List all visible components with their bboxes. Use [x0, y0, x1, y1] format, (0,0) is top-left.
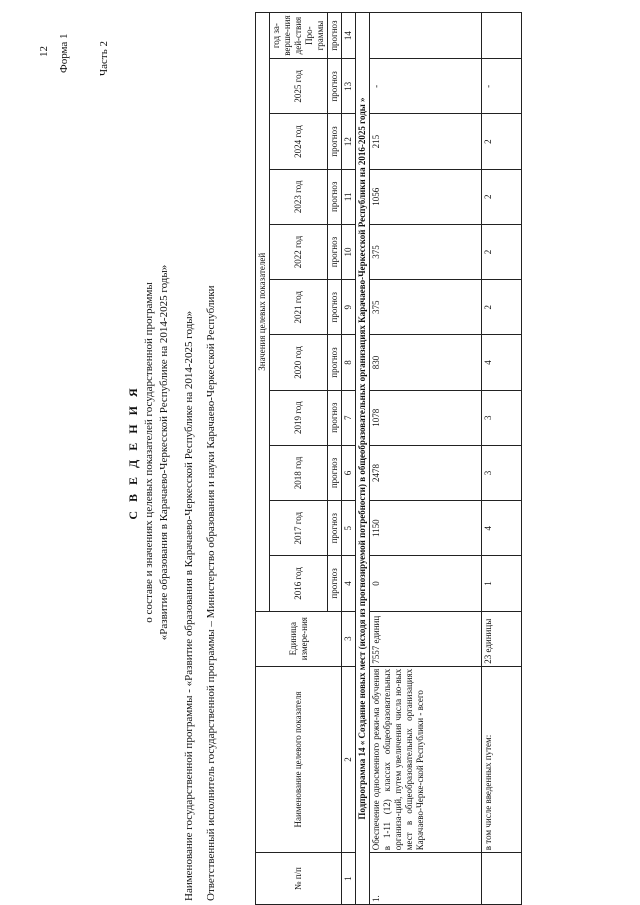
col-unit-header: Единица измере-ния — [256, 611, 342, 666]
indicator-unit: 23 единицы — [482, 611, 522, 666]
value-cell: 215 — [370, 114, 482, 169]
value-cell: 2 — [482, 280, 522, 335]
value-cell: 1078 — [370, 390, 482, 445]
value-cell: 0 — [370, 556, 482, 611]
value-cell: 2478 — [370, 445, 482, 500]
value-cell: 2 — [482, 114, 522, 169]
year-header: 2020 год — [270, 335, 328, 390]
value-cell: 830 — [370, 335, 482, 390]
forecast-label: прогноз — [328, 59, 342, 114]
indicator-name: в том числе введенных путем: — [482, 666, 522, 852]
final-year-header: год за-верше-ния дей-ствия Про-граммы — [270, 13, 328, 59]
indicator-unit: 7557 единиц — [370, 611, 482, 666]
year-header: 2022 год — [270, 224, 328, 279]
executor-line: Ответственный исполнитель государственной программы – Министерство образования и науки Карачаево-Черкесской Республики — [205, 285, 217, 901]
document-subtitle-1: о составе и значениях целевых показателей государственной программы — [143, 282, 155, 623]
col-name-header: Наименование целевого показателя — [256, 666, 342, 852]
column-number: 1 — [342, 853, 356, 905]
column-numbers-row — [342, 13, 356, 905]
part-label: Часть 2 — [98, 41, 110, 76]
year-header: 2016 год — [270, 556, 328, 611]
forecast-label: прогноз — [328, 280, 342, 335]
value-cell: 1056 — [370, 169, 482, 224]
indicator-name: Обеспечение односменного режи-ма обучения в 1-11 (12) классах общеобразовательных организа-ций, путем увеличения числа но-вых мест в общеобразовательных организациях Карачаево-Черке-ской Республики - всего — [370, 666, 482, 852]
indicators-table — [255, 12, 522, 905]
page-number: 12 — [38, 46, 50, 57]
value-cell: 2 — [482, 224, 522, 279]
value-cell — [370, 13, 482, 59]
column-number: 4 — [342, 556, 356, 611]
row-number — [482, 853, 522, 905]
column-number: 2 — [342, 666, 356, 852]
document-subtitle-2: «Развитие образования в Карачаево-Черкесской Республике на 2014-2025 годы» — [158, 264, 170, 641]
subprogram-row — [356, 13, 370, 905]
forecast-label: прогноз — [328, 224, 342, 279]
year-header: 2025 год — [270, 59, 328, 114]
program-name-line: Наименование государственной программы - «Развитие образования в Карачаево-Черкесской Республике на 2014-2025 годы» — [183, 310, 195, 901]
value-cell: - — [482, 59, 522, 114]
forecast-label: прогноз — [328, 169, 342, 224]
forecast-label: прогноз — [328, 335, 342, 390]
value-cell: 2 — [482, 169, 522, 224]
value-cell: 375 — [370, 224, 482, 279]
year-header: 2024 год — [270, 114, 328, 169]
forecast-label: прогноз — [328, 501, 342, 556]
table-row — [370, 13, 482, 905]
column-number: 8 — [342, 335, 356, 390]
forecast-label: прогноз — [328, 390, 342, 445]
value-cell — [482, 13, 522, 59]
year-header: 2023 год — [270, 169, 328, 224]
values-group-header: Значения целевых показателей — [256, 13, 270, 612]
value-cell: - — [370, 59, 482, 114]
column-number: 9 — [342, 280, 356, 335]
value-cell: 1150 — [370, 501, 482, 556]
column-number: 10 — [342, 224, 356, 279]
forecast-label: прогноз — [328, 445, 342, 500]
column-number: 5 — [342, 501, 356, 556]
column-number: 14 — [342, 13, 356, 59]
column-number: 3 — [342, 611, 356, 666]
column-number: 7 — [342, 390, 356, 445]
column-number: 13 — [342, 59, 356, 114]
forecast-label: прогноз — [328, 556, 342, 611]
col-no-header: № п/п — [256, 853, 342, 905]
column-number: 6 — [342, 445, 356, 500]
header-row-group — [256, 13, 270, 905]
row-number: 1. — [370, 853, 482, 905]
forecast-label: прогноз — [328, 13, 342, 59]
value-cell: 3 — [482, 445, 522, 500]
year-header: 2018 год — [270, 445, 328, 500]
column-number: 11 — [342, 169, 356, 224]
value-cell: 4 — [482, 501, 522, 556]
table-row — [482, 13, 522, 905]
column-number: 12 — [342, 114, 356, 169]
value-cell: 1 — [482, 556, 522, 611]
year-header: 2019 год — [270, 390, 328, 445]
value-cell: 3 — [482, 390, 522, 445]
document-title: С В Е Д Е Н И Я — [126, 385, 140, 520]
value-cell: 375 — [370, 280, 482, 335]
form-label: Форма 1 — [58, 33, 70, 73]
forecast-label: прогноз — [328, 114, 342, 169]
subprogram-title: Подпрограмма 14 « Создание новых мест (исходя из прогнозируемой потребности) в общеобразовательных организациях Карачаево-Черкесской Республики на 2016-2025 годы » — [356, 13, 370, 905]
year-header: 2021 год — [270, 280, 328, 335]
year-header: 2017 год — [270, 501, 328, 556]
value-cell: 4 — [482, 335, 522, 390]
